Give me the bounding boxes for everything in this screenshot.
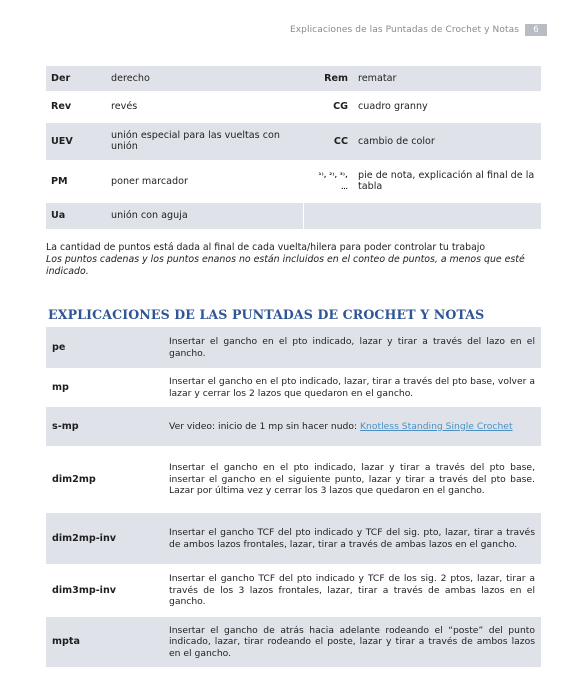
abbr-code: CG [333,101,348,112]
abbreviation-row [46,202,541,229]
stitch-code: dim3mp-inv [52,585,117,596]
abbr-desc: cuadro granny [358,101,428,112]
stitch-code: mpta [52,636,80,648]
stitch-explanations-table [46,326,541,667]
abbr-desc: unión con aguja [105,202,304,229]
stitch-count-note [46,242,546,278]
video-link[interactable]: Knotless Standing Single Crochet [360,420,513,432]
abbr-code: Der [51,72,71,84]
abbr-code: Rem [324,72,348,84]
stitch-row [46,447,541,513]
stitch-row [46,369,541,407]
abbr-desc [352,202,541,229]
abbr-desc: cambio de color [358,135,435,147]
abbr-desc: revés [111,101,138,112]
stitch-desc: Insertar el gancho en el pto indicado, lazar y tirar a través del lazo en el gancho. [169,336,535,359]
stitch-desc [165,407,541,447]
stitch-row [46,617,541,667]
abbreviation-row [46,122,541,160]
abbreviation-row [46,91,541,122]
stitch-row [46,513,541,565]
abbreviation-row [46,160,541,202]
abbr-code [304,202,353,229]
abbr-code: Rev [51,101,72,112]
stitch-desc: Insertar el gancho TCF del pto indicado y TCF de los sig. 2 ptos, lazar, tirar a través de los 3 lazos frontales, lazar, tirar a través de ambas lazos en el gancho. [169,573,535,608]
stitch-row [46,407,541,447]
footnote-markers: ¹⁾, ²⁾, ³⁾, … [318,171,348,191]
abbr-desc: pie de nota, explicación al final de la tabla [358,170,535,192]
abbr-code: UEV [51,135,73,147]
stitch-row [46,565,541,617]
abbr-code: CC [333,135,348,147]
abbreviation-row [46,66,541,91]
page-header [290,22,547,38]
section-title: EXPLICACIONES DE LAS PUNTADAS DE CROCHET Y NOTAS [48,307,485,322]
abbreviations-table [46,66,541,230]
abbr-desc: rematar [358,72,397,84]
abbr-desc: derecho [111,72,150,84]
stitch-code: s-mp [52,421,79,432]
abbr-desc: poner marcador [111,175,188,187]
note-line: La cantidad de puntos está dada al final de cada vuelta/hilera para poder controlar tu trabajo [46,242,486,253]
stitch-desc: Insertar el gancho TCF del pto indicado y TCF del sig. pto, lazar, tirar a través de ambos lazos frontales, lazar, tirar a través de ambas lazos en el gancho. [169,527,535,550]
stitch-code: pe [52,342,66,353]
stitch-desc-text: Ver video: inicio de 1 mp sin hacer nudo: [169,420,361,432]
page-number: 6 [525,24,547,36]
stitch-code: dim2mp [52,474,96,485]
abbr-code: PM [51,175,68,187]
stitch-desc: Insertar el gancho en el pto indicado, lazar, tirar a través del pto base, volver a lazar y cerrar los 2 lazos que quedaron en el gancho. [169,376,535,399]
stitch-row [46,327,541,369]
stitch-desc: Insertar el gancho de atrás hacia adelante rodeando el “poste” del punto indicado, lazar, tirar rodeando el poste, lazar y tirar a través de ambos lazos en el gancho. [169,624,535,659]
note-italic-line: Los puntos cadenas y los puntos enanos no están incluidos en el conteo de puntos, a menos que esté indicado. [46,254,525,277]
stitch-code: dim2mp-inv [52,533,117,544]
stitch-desc: Insertar el gancho en el pto indicado, lazar y tirar a través del pto base, insertar el gancho en el siguiente punto, lazar y tirar a través del pto base. Lazar por última vez y cerrar los 3 lazos que quedaron en el gancho. [169,462,535,497]
stitch-code: mp [52,382,69,393]
abbr-desc: unión especial para las vueltas con unión [111,130,280,152]
abbr-code: Ua [51,210,66,221]
header-title: Explicaciones de las Puntadas de Crochet y Notas [289,25,519,35]
